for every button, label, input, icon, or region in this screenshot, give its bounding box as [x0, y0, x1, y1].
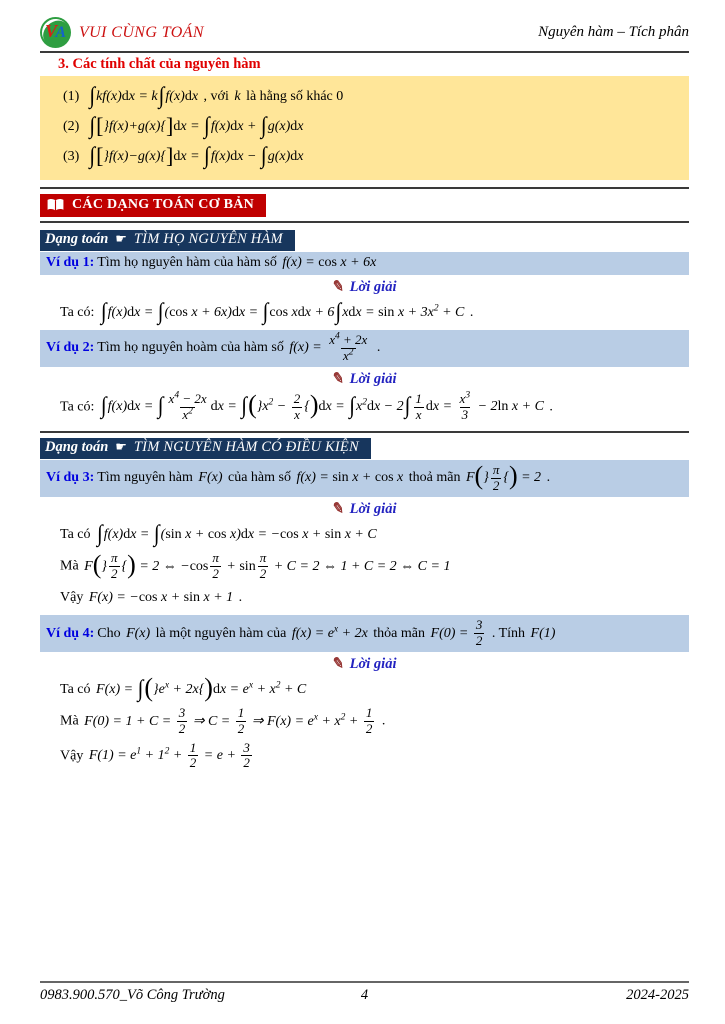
example-banner-2 [40, 330, 689, 367]
dang-toan-row-1 [40, 223, 689, 251]
property-index: (1) [63, 89, 80, 104]
solution-heading-label: Lời giải [349, 656, 397, 673]
brand-name: VUI CÙNG TOÁN [79, 23, 204, 41]
example-label: Ví dụ 4: [46, 625, 95, 641]
solution-line: Ta có $F(x) = \int(\}e^x + 2x\{)dx = e^x + x^2 + C$ [60, 673, 307, 703]
pointing-hand-icon: ☛ [115, 232, 127, 247]
brand-logo [40, 17, 71, 48]
page-footer [40, 981, 689, 1004]
footer-contact: 0983.900.570_Võ Công Trường [40, 987, 225, 1003]
solution-line: Ta có ∫f(x)dx = ∫(sin x + cos x)dx = −cos x + sin x + C [60, 519, 377, 547]
property-row [63, 113, 681, 140]
solution-heading-label: Lời giải [349, 501, 397, 518]
solution-heading [40, 656, 689, 673]
solution-block-1 [60, 297, 689, 325]
logo-letter-v: V [45, 21, 58, 41]
section-banner-label: CÁC DẠNG TOÁN CƠ BẢN [72, 197, 255, 212]
solution-heading-label: Lời giải [349, 279, 397, 295]
solution-heading-label: Lời giải [349, 371, 397, 388]
dang-toan-banner-2 [40, 438, 371, 459]
page-header [40, 0, 689, 53]
dang-toan-title: TÌM HỌ NGUYÊN HÀM [133, 231, 283, 247]
pen-icon: ✎ [331, 370, 347, 389]
dang-toan-title: TÌM NGUYÊN HÀM CÓ ĐIỀU KIỆN [133, 439, 359, 456]
document-title: Nguyên hàm – Tích phân [538, 24, 689, 40]
pen-icon: ✎ [331, 500, 347, 519]
property-index: (3) [63, 149, 80, 164]
solution-block-4 [60, 673, 689, 771]
property-formula: ∫[}f(x)−g(x){]dx = ∫f(x)dx − ∫g(x)dx [89, 141, 304, 169]
property-index: (2) [63, 119, 80, 134]
solution-line: Mà F(0) = 1 + C = $\frac{3}{2}$ ⇒ C = $\frac{1}{2}$ ⇒ $F(x) = e^x + x^2$ + $\frac{1}{2}$ . [60, 705, 386, 737]
example-title: Tìm nguyên hàm F(x) của hàm số f(x) = sin x + cos x thoả mãn F(} $\frac{\pi}{2}$ {) = 2 . [97, 461, 551, 493]
open-book-icon [46, 198, 65, 212]
main-banner-row [40, 189, 689, 221]
example-title: Tìm họ nguyên hàm của hàm số f(x) = cos x + 6x [97, 255, 377, 270]
solution-block-2 [60, 392, 689, 422]
footer-year: 2024-2025 [626, 987, 689, 1003]
example-title: Tìm họ nguyên hoàm của hàm số f(x) = $\frac{x^4 + 2x}{x^2}$ . [97, 331, 381, 363]
solution-line: Vậy $F(1) = e^1 + 1^2$ + $\frac{1}{2}$ = e + $\frac{3}{2}$ [60, 739, 250, 771]
property-formula: ∫kf(x)dx = k∫f(x)dx , với k là hằng số khác 0 [89, 81, 344, 109]
solution-line: Vậy F(x) = −cos x + sin x + 1 . [60, 590, 243, 606]
example-banner-3 [40, 460, 689, 497]
properties-box [40, 76, 689, 180]
page-number: 4 [360, 987, 369, 1003]
section-heading: 3. Các tính chất của nguyên hàm [58, 56, 261, 72]
dang-toan-row-2 [40, 433, 689, 459]
pointing-hand-icon: ☛ [115, 440, 127, 456]
solution-line: Mà F(} $\frac{\pi}{2}$ {) = 2 ⇔ −cos $\frac{\pi}{2}$ + sin $\frac{\pi}{2}$ + C = 2 ⇔ 1 + C = 2 ⇔ C = 1 [60, 549, 451, 581]
example-label: Ví dụ 2: [46, 340, 95, 356]
solution-block-3 [60, 519, 689, 610]
dang-toan-label: Dạng toán [45, 439, 109, 456]
pen-icon: ✎ [331, 655, 347, 674]
example-label: Ví dụ 1: [46, 255, 95, 270]
example-banner-1 [40, 252, 689, 275]
dang-toan-banner-1 [40, 230, 295, 251]
logo-letter-a: A [55, 24, 66, 41]
solution-heading [40, 279, 689, 296]
example-title: Cho F(x) là một nguyên hàm của $f(x) = e^x + 2x$ thỏa mãn F(0) = $\frac{3}{2}$ . Tính F(1) [97, 617, 556, 648]
solution-heading [40, 501, 689, 518]
solution-line: Ta có: ∫f(x)dx = ∫ $\frac{x^4 - 2x}{x^2}$ dx = $\int(\}x^2$ − $\frac{2}{x}$ $\{)dx = \int x^2dx - 2\int$ $\frac{1}{x}$ dx = $\frac{x^3}{3}$ − 2ln x + C . [60, 390, 553, 422]
section-banner [40, 194, 266, 217]
solution-heading [40, 371, 689, 388]
property-formula: ∫[}f(x)+g(x){]dx = ∫f(x)dx + ∫g(x)dx [89, 111, 304, 139]
pen-icon: ✎ [331, 278, 347, 296]
dang-toan-label: Dạng toán [45, 231, 109, 247]
example-label: Ví dụ 3: [46, 470, 95, 486]
property-row [63, 143, 681, 170]
solution-line: Ta có: ∫f(x)dx = ∫(cos x + 6x)dx = ∫cos xdx + $6\int xdx = \sin x + 3x^2 + C$ . [60, 297, 474, 325]
example-banner-4 [40, 615, 689, 652]
property-row [63, 83, 681, 110]
